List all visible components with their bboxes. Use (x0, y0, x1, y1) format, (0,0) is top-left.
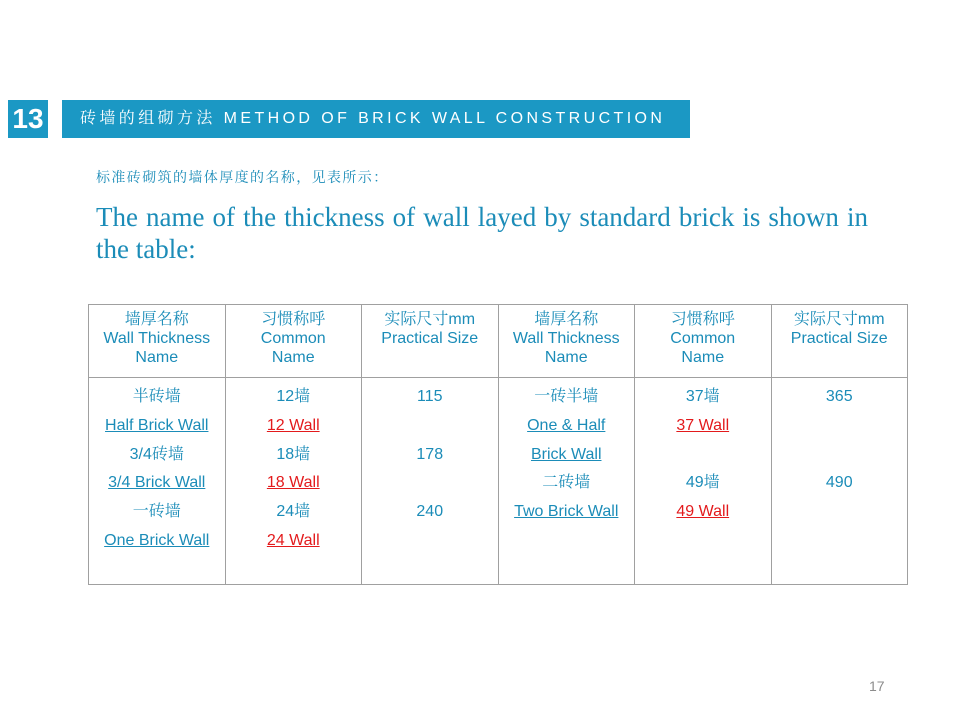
wall-name-en-link[interactable]: One Brick Wall (104, 531, 210, 549)
common-name-zh: 24墙 (276, 503, 311, 521)
body-cell-wall-thickness-name (89, 378, 226, 585)
common-name-zh: 49墙 (685, 474, 720, 492)
header-label-en: Practical Size (381, 330, 479, 347)
header-cell-practical-size (772, 305, 909, 378)
wall-name-zh: 半砖墙 (132, 388, 181, 405)
common-name-zh: 37墙 (685, 388, 720, 405)
header-cell-wall-thickness-name (499, 305, 636, 378)
header-label-en: Common (260, 330, 326, 347)
header-cell-practical-size (362, 305, 499, 378)
common-name-en-link[interactable]: 37 Wall (676, 416, 730, 434)
blank-line (839, 412, 840, 441)
section-number: 13 (12, 103, 44, 134)
intro-english: The name of the thickness of wall layed by standard brick is shown in the table: (96, 202, 868, 264)
wall-name-zh: 二砖墙 (542, 474, 591, 492)
wall-name-en-link[interactable]: 3/4 Brick Wall (108, 474, 206, 492)
header-label-en: Name (681, 349, 725, 366)
practical-size-value: 490 (825, 474, 853, 492)
wall-name-en-link[interactable]: Two Brick Wall (514, 503, 619, 521)
header-label-zh: 墙厚名称 (534, 311, 599, 328)
blank-line (429, 412, 430, 441)
blank-line (429, 469, 430, 498)
header-label-en: Name (135, 349, 179, 366)
body-cell-practical-size (362, 378, 499, 585)
header-label-en: Wall Thickness (512, 330, 620, 347)
header-label-zh: 习惯称呼 (261, 311, 326, 328)
practical-size-value: 115 (416, 388, 443, 405)
body-cell-common-name (635, 378, 772, 585)
header-label-en: Practical Size (790, 330, 888, 347)
common-name-en-link[interactable]: 12 Wall (266, 416, 320, 434)
practical-size-value: 240 (416, 503, 444, 521)
common-name-en-link[interactable]: 49 Wall (676, 503, 730, 521)
wall-name-zh: 一砖墙 (132, 503, 181, 521)
blank-line (702, 441, 703, 470)
wall-thickness-table (88, 304, 908, 585)
wall-name-zh: 一砖半墙 (534, 388, 599, 405)
body-cell-common-name (226, 378, 363, 585)
header-label-en: Wall Thickness (103, 330, 211, 347)
body-cell-practical-size (772, 378, 909, 585)
header-label-zh: 习惯称呼 (670, 311, 735, 328)
common-name-zh: 18墙 (276, 445, 311, 463)
body-cell-wall-thickness-name (499, 378, 636, 585)
common-name-en-link[interactable]: 24 Wall (266, 531, 320, 549)
page-number: 17 (869, 678, 885, 694)
header-label-en: Name (271, 349, 315, 366)
wall-name-en-link[interactable]: Half Brick Wall (105, 416, 209, 434)
wall-name-en-link[interactable]: Brick Wall (530, 445, 602, 463)
practical-size-value: 365 (825, 388, 853, 405)
header-label-zh: 实际尺寸mm (384, 311, 476, 328)
section-title-bar (62, 100, 690, 138)
intro-chinese: 标准砖砌筑的墙体厚度的名称，见表所示： (96, 169, 389, 185)
header-cell-common-name (226, 305, 363, 378)
section-title: 砖墙的组砌方法 METHOD OF BRICK WALL CONSTRUCTION (80, 110, 666, 127)
common-name-zh: 12墙 (276, 388, 311, 405)
wall-name-en-link[interactable]: One & Half (527, 416, 606, 434)
header-label-zh: 墙厚名称 (124, 311, 189, 328)
header-cell-wall-thickness-name (89, 305, 226, 378)
header-label-en: Name (544, 349, 588, 366)
section-number-badge (8, 100, 48, 138)
header-label-en: Common (670, 330, 736, 347)
blank-line (839, 441, 840, 470)
header-label-zh: 实际尺寸mm (793, 311, 885, 328)
wall-name-zh: 3/4砖墙 (129, 445, 184, 463)
header-cell-common-name (635, 305, 772, 378)
common-name-en-link[interactable]: 18 Wall (266, 474, 320, 492)
practical-size-value: 178 (416, 445, 444, 463)
